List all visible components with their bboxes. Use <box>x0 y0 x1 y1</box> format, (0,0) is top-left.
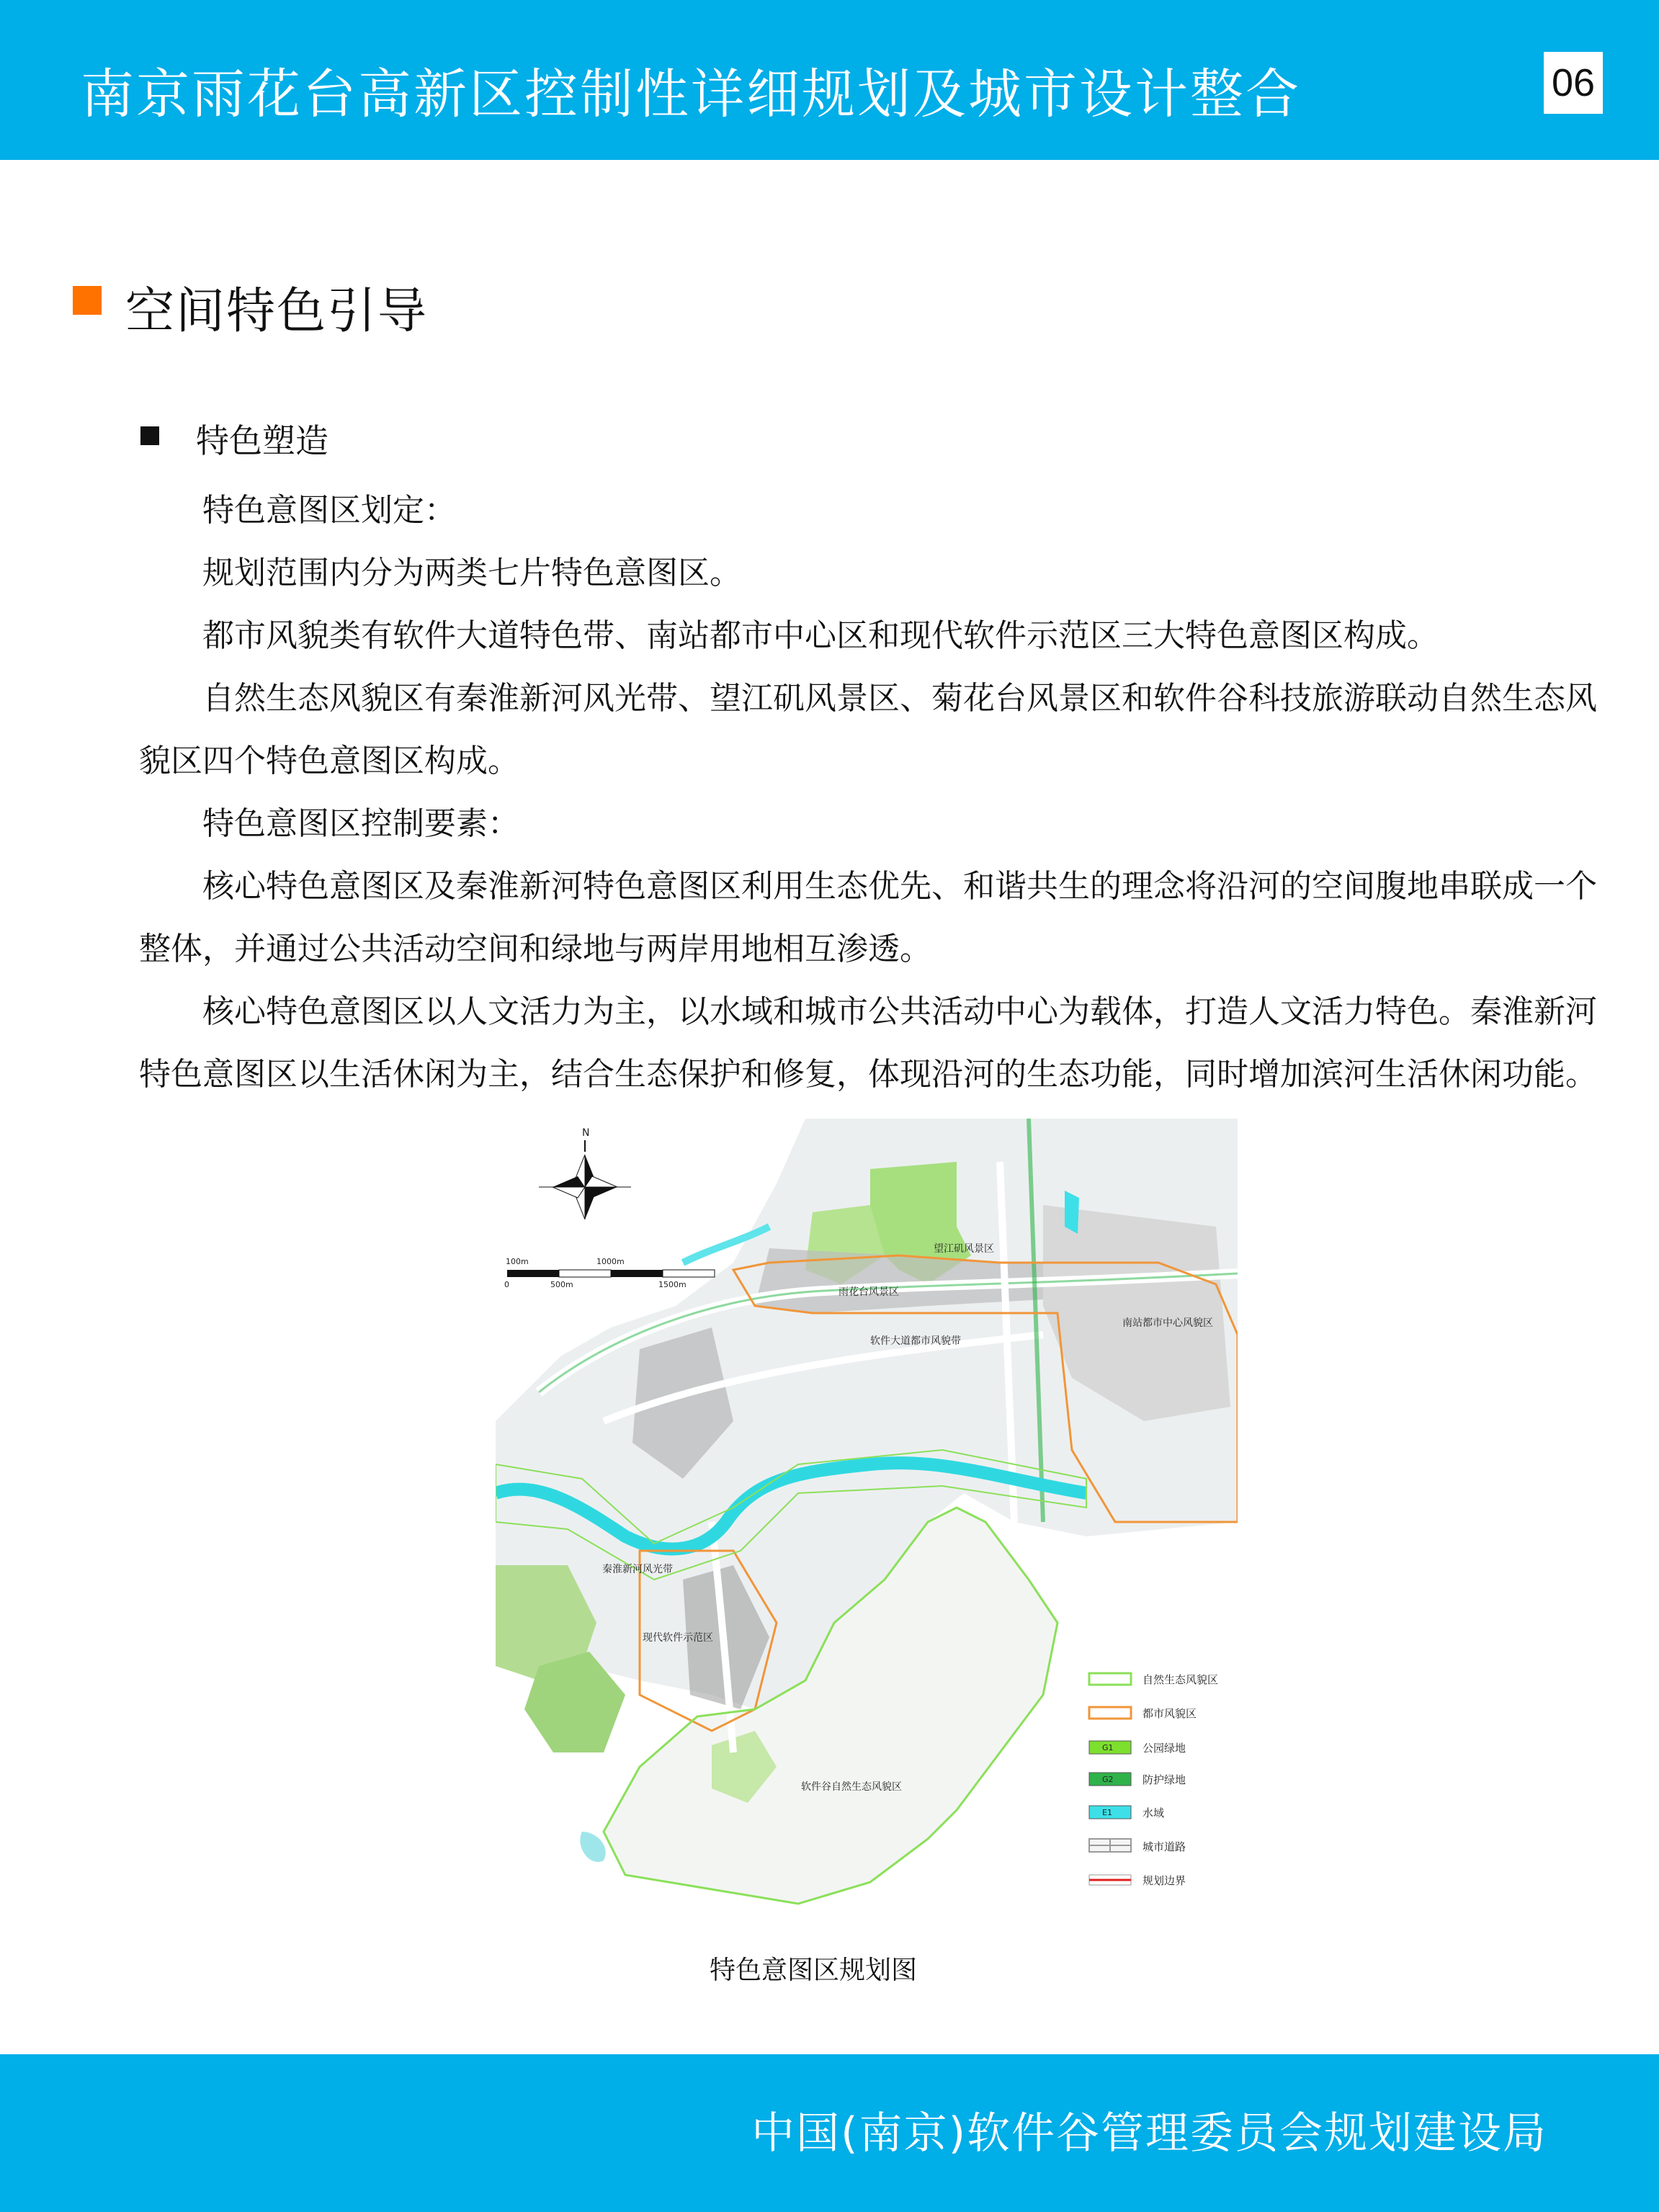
map-label-modern-software: 现代软件示范区 <box>643 1632 713 1644</box>
compass-icon <box>539 1127 631 1219</box>
paragraph: 都市风貌类有软件大道特色带、南站都市中心区和现代软件示范区三大特色意图区构成。 <box>202 617 1439 654</box>
south-lake <box>580 1832 605 1862</box>
page-footer <box>0 2054 1659 2212</box>
paragraph: 规划范围内分为两类七片特色意图区。 <box>202 555 741 591</box>
section-title: 空间特色引导 <box>125 283 429 340</box>
legend-code: G2 <box>1102 1775 1114 1784</box>
footer-organization: 中国(南京)软件谷管理委员会规划建设局 <box>751 2108 1547 2159</box>
map-label-qinhuai: 秦淮新河风光带 <box>602 1564 673 1575</box>
map-legend <box>1089 1673 1218 1887</box>
scale-label: 1500m <box>658 1280 687 1289</box>
legend-code: E1 <box>1102 1808 1112 1817</box>
scale-label: 1000m <box>596 1257 625 1266</box>
pond <box>1065 1191 1079 1234</box>
page-header <box>0 0 1659 160</box>
paragraph: 核心特色意图区及秦淮新河特色意图区利用生态优先、和谐共生的理念将沿河的空间腹地串联成一个整体，并通过公共活动空间和绿地与两岸用地相互渗透。 <box>139 868 1597 967</box>
scale-label: 100m <box>506 1257 529 1266</box>
scale-label: 0 <box>504 1280 509 1289</box>
map-label-software-valley: 软件谷自然生态风貌区 <box>801 1781 902 1793</box>
legend-item <box>1089 1806 1164 1819</box>
planning-map-graphic <box>496 1119 1238 1920</box>
legend-item <box>1089 1673 1218 1686</box>
paragraph: 自然生态风貌区有秦淮新河风光带、望江矶风景区、菊花台风景区和软件谷科技旅游联动自然生态风貌区四个特色意图区构成。 <box>139 680 1597 779</box>
section-bullet-icon <box>73 286 102 315</box>
document-title: 南京雨花台高新区控制性详细规划及城市设计整合 <box>81 63 1301 125</box>
paragraph: 核心特色意图区以人文活力为主，以水域和城市公共活动中心为载体，打造人文活力特色。秦淮新河特色意图区以生活休闲为主，结合生态保护和修复，体现沿河的生态功能，同时增加滨河生活休闲功能。 <box>139 993 1597 1093</box>
legend-label: 规划边界 <box>1142 1874 1186 1887</box>
map-label-nanzhan: 南站都市中心风貌区 <box>1122 1317 1213 1329</box>
page-number: 06 <box>1544 52 1603 114</box>
subsection-bullet-icon <box>140 426 159 445</box>
legend-code: G1 <box>1102 1743 1114 1752</box>
legend-label: 公园绿地 <box>1142 1742 1186 1755</box>
legend-label: 城市道路 <box>1142 1840 1186 1853</box>
legend-item <box>1089 1874 1186 1887</box>
legend-item <box>1089 1707 1197 1720</box>
paragraph: 特色意图区控制要素： <box>202 805 519 842</box>
body-text <box>139 479 1623 1106</box>
legend-item <box>1089 1773 1186 1786</box>
legend-label: 自然生态风貌区 <box>1142 1673 1219 1686</box>
map-caption: 特色意图区规划图 <box>710 1956 918 1985</box>
legend-label: 防护绿地 <box>1142 1773 1186 1786</box>
scale-label: 500m <box>550 1280 573 1289</box>
map-label-software-avenue: 软件大道都市风貌带 <box>870 1335 961 1347</box>
north-label: N <box>582 1127 590 1139</box>
legend-item <box>1089 1839 1186 1853</box>
map-label-wangjiangji: 望江矶风景区 <box>934 1243 994 1255</box>
map-label-yuhuatai: 雨花台风景区 <box>839 1286 899 1298</box>
planning-map <box>496 1119 1238 1920</box>
paragraph: 特色意图区划定： <box>202 492 456 529</box>
legend-label: 水域 <box>1142 1806 1165 1819</box>
legend-label: 都市风貌区 <box>1142 1707 1197 1720</box>
subsection-title: 特色塑造 <box>196 421 328 460</box>
legend-item <box>1089 1741 1186 1755</box>
